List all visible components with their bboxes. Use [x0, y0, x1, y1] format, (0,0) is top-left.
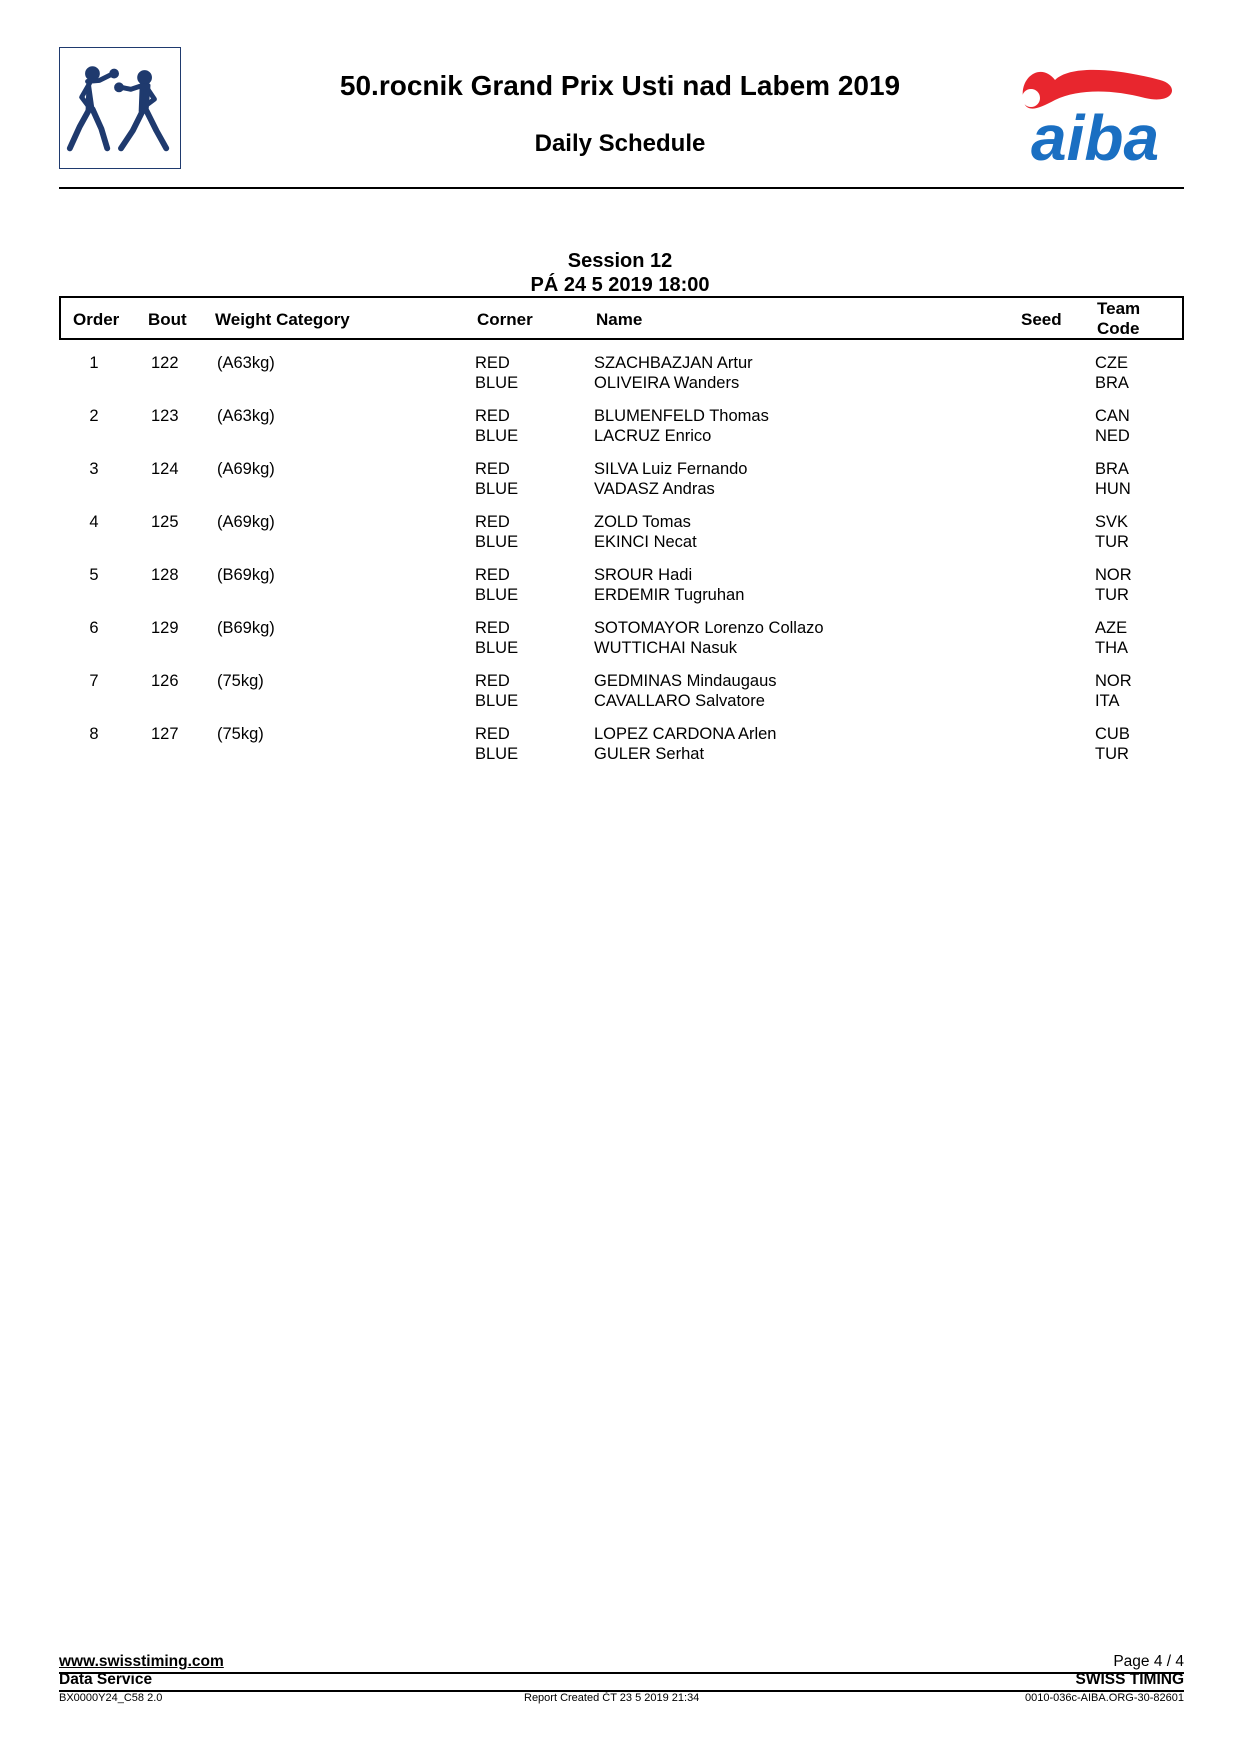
order-cell: 8	[89, 725, 99, 743]
weight-cell: (75kg)	[217, 672, 264, 690]
corner-blue: BLUE	[475, 692, 519, 710]
corner-blue: BLUE	[475, 639, 519, 657]
reference-code: 0010-036c-AIBA.ORG-30-82601	[1025, 1692, 1184, 1704]
document-subtitle: Daily Schedule	[534, 130, 706, 157]
weight-cell: (A63kg)	[217, 354, 275, 372]
document-title: 50.rocnik Grand Prix Usti nad Labem 2019	[339, 70, 901, 101]
team-code-red: NOR	[1095, 672, 1132, 690]
corner-red: RED	[475, 513, 510, 531]
boxer-name-blue: GULER Serhat	[594, 745, 705, 763]
order-cell: 2	[89, 407, 99, 425]
corner-red: RED	[475, 407, 510, 425]
team-code-red: CZE	[1095, 354, 1128, 372]
boxer-name-red: BLUMENFELD Thomas	[594, 407, 769, 425]
footer-divider	[59, 1672, 1184, 1674]
boxer-name-blue: OLIVEIRA Wanders	[594, 374, 740, 392]
boxer-name-blue: EKINCI Necat	[594, 533, 697, 551]
team-code-red: CAN	[1095, 407, 1130, 425]
col-team-label: Team	[1097, 299, 1141, 318]
corner-red: RED	[475, 460, 510, 478]
col-corner: Corner	[477, 310, 533, 329]
corner-blue: BLUE	[475, 427, 519, 445]
col-team-code	[1097, 299, 1140, 339]
team-code-red: SVK	[1095, 513, 1129, 531]
team-code-red: BRA	[1095, 460, 1129, 478]
order-cell: 5	[89, 566, 99, 584]
boxer-name-blue: LACRUZ Enrico	[594, 427, 712, 445]
team-code-red: NOR	[1095, 566, 1132, 584]
team-code-blue: HUN	[1095, 480, 1131, 498]
boxers-icon	[60, 48, 180, 168]
order-cell: 1	[89, 354, 99, 372]
order-cell: 4	[89, 513, 99, 531]
team-code-blue: NED	[1095, 427, 1130, 445]
order-cell: 6	[89, 619, 99, 637]
team-code-red: AZE	[1095, 619, 1128, 637]
bout-cell: 123	[151, 407, 179, 425]
aiba-logo-icon	[995, 50, 1185, 170]
boxer-name-red: SROUR Hadi	[594, 566, 693, 584]
corner-blue: BLUE	[475, 374, 519, 392]
data-service-label: Data Service	[59, 1671, 153, 1688]
session-datetime: PÁ 24 5 2019 18:00	[530, 274, 710, 296]
boxer-name-blue: VADASZ Andras	[594, 480, 715, 498]
col-name: Name	[596, 310, 643, 329]
session-heading	[250, 249, 990, 297]
boxing-logo	[59, 47, 181, 169]
document-code: BX0000Y24_C58 2.0	[59, 1692, 163, 1704]
corner-blue: BLUE	[475, 745, 519, 763]
boxer-name-red: LOPEZ CARDONA Arlen	[594, 725, 777, 743]
website-link[interactable]: www.swisstiming.com	[59, 1653, 224, 1670]
team-code-blue: TUR	[1095, 586, 1129, 604]
corner-red: RED	[475, 672, 510, 690]
corner-blue: BLUE	[475, 533, 519, 551]
boxer-name-red: SILVA Luiz Fernando	[594, 460, 748, 478]
col-order: Order	[73, 310, 120, 329]
weight-cell: (A69kg)	[217, 460, 275, 478]
header-divider	[59, 187, 1184, 189]
team-code-red: CUB	[1095, 725, 1130, 743]
boxer-name-blue: WUTTICHAI Nasuk	[594, 639, 738, 657]
team-code-blue: TUR	[1095, 745, 1129, 763]
boxer-name-red: GEDMINAS Mindaugaus	[594, 672, 777, 690]
bout-cell: 129	[151, 619, 179, 637]
page-number: Page 4 / 4	[1113, 1653, 1184, 1670]
boxer-name-blue: CAVALLARO Salvatore	[594, 692, 765, 710]
aiba-logo-text: aiba	[1030, 102, 1160, 170]
corner-blue: BLUE	[475, 480, 519, 498]
aiba-logo	[995, 50, 1185, 170]
weight-cell: (A69kg)	[217, 513, 275, 531]
boxer-name-red: ZOLD Tomas	[594, 513, 691, 531]
team-code-blue: TUR	[1095, 533, 1129, 551]
order-cell: 7	[89, 672, 99, 690]
weight-cell: (B69kg)	[217, 566, 275, 584]
team-code-blue: BRA	[1095, 374, 1129, 392]
bout-cell: 122	[151, 354, 179, 372]
col-seed: Seed	[1021, 310, 1062, 329]
corner-red: RED	[475, 354, 510, 372]
boxer-name-red: SZACHBAZJAN Artur	[594, 354, 753, 372]
report-created: Report Created ČT 23 5 2019 21:34	[524, 1692, 700, 1704]
corner-red: RED	[475, 619, 510, 637]
bout-cell: 125	[151, 513, 179, 531]
col-bout: Bout	[148, 310, 187, 329]
weight-cell: (B69kg)	[217, 619, 275, 637]
weight-cell: (A63kg)	[217, 407, 275, 425]
col-code-label: Code	[1097, 319, 1140, 338]
weight-cell: (75kg)	[217, 725, 264, 743]
team-code-blue: THA	[1095, 639, 1128, 657]
bout-cell: 126	[151, 672, 179, 690]
bout-cell: 127	[151, 725, 179, 743]
session-name: Session 12	[567, 250, 673, 272]
swiss-timing-label: SWISS TIMING	[1075, 1671, 1184, 1688]
bout-cell: 124	[151, 460, 179, 478]
corner-red: RED	[475, 725, 510, 743]
bout-cell: 128	[151, 566, 179, 584]
table-header	[59, 296, 1184, 340]
corner-red: RED	[475, 566, 510, 584]
corner-blue: BLUE	[475, 586, 519, 604]
col-weight-category: Weight Category	[215, 310, 350, 329]
boxer-name-blue: ERDEMIR Tugruhan	[594, 586, 745, 604]
order-cell: 3	[89, 460, 99, 478]
team-code-blue: ITA	[1095, 692, 1120, 710]
boxer-name-red: SOTOMAYOR Lorenzo Collazo	[594, 619, 824, 637]
